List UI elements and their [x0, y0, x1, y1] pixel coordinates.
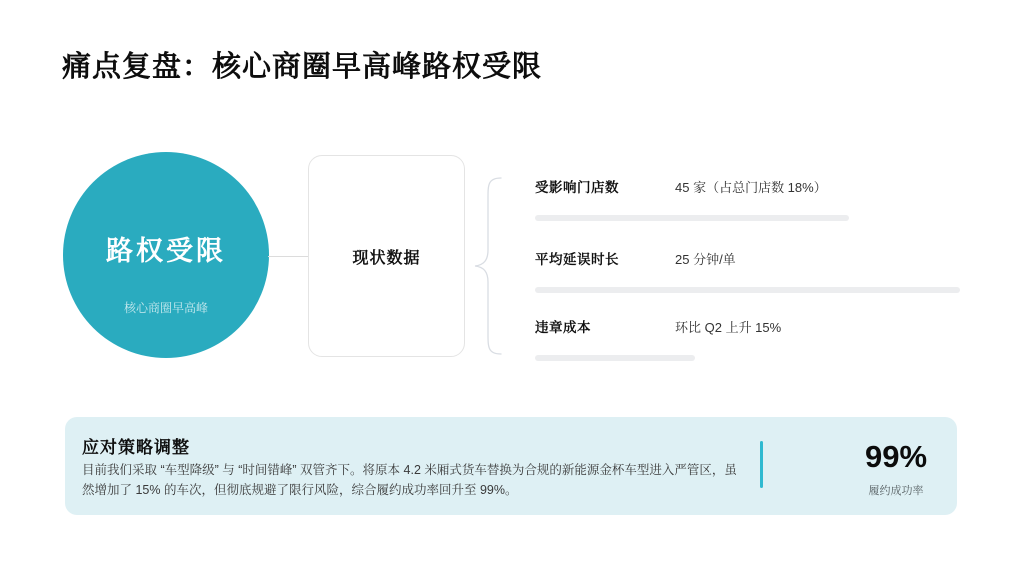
metric-label: 违章成本 — [535, 320, 591, 335]
status-data-node — [308, 155, 465, 357]
strategy-panel — [65, 417, 957, 515]
metric-label: 平均延误时长 — [535, 252, 619, 267]
pain-point-circle-title: 路权受限 — [106, 235, 226, 266]
metric-bar — [535, 215, 849, 221]
metric-value: 25 分钟/单 — [675, 252, 736, 267]
pain-point-circle — [63, 152, 269, 358]
metric-row-violation-cost — [535, 316, 965, 361]
status-data-label: 现状数据 — [352, 249, 421, 267]
fulfillment-stat-label: 履约成功率 — [868, 485, 924, 497]
fulfillment-stat — [777, 439, 1015, 498]
metric-row-average-delay — [535, 248, 965, 293]
strategy-heading: 应对策略调整 — [82, 438, 190, 457]
pain-point-circle-subtitle: 核心商圈早高峰 — [123, 301, 208, 315]
metric-value: 45 家（占总门店数 18%） — [675, 180, 827, 195]
curly-brace-icon — [472, 176, 504, 356]
vertical-divider — [760, 441, 763, 488]
metric-bar — [535, 355, 695, 361]
connector-line — [268, 256, 309, 257]
strategy-body-text: 目前我们采取 “车型降级” 与 “时间错峰” 双管齐下。将原本 4.2 米厢式货车替换为合规的新能源金杯车型进入严管区，虽然增加了 15% 的车次，但彻底规避了限行风险，综合履约成功率回升至 99%。 — [82, 463, 737, 497]
metric-label: 受影响门店数 — [535, 180, 619, 195]
fulfillment-stat-value: 99% — [864, 439, 928, 474]
metric-bar — [535, 287, 960, 293]
page-title: 痛点复盘：核心商圈早高峰路权受限 — [62, 51, 543, 83]
metric-row-affected-stores — [535, 176, 965, 221]
metric-value: 环比 Q2 上升 15% — [675, 320, 782, 335]
